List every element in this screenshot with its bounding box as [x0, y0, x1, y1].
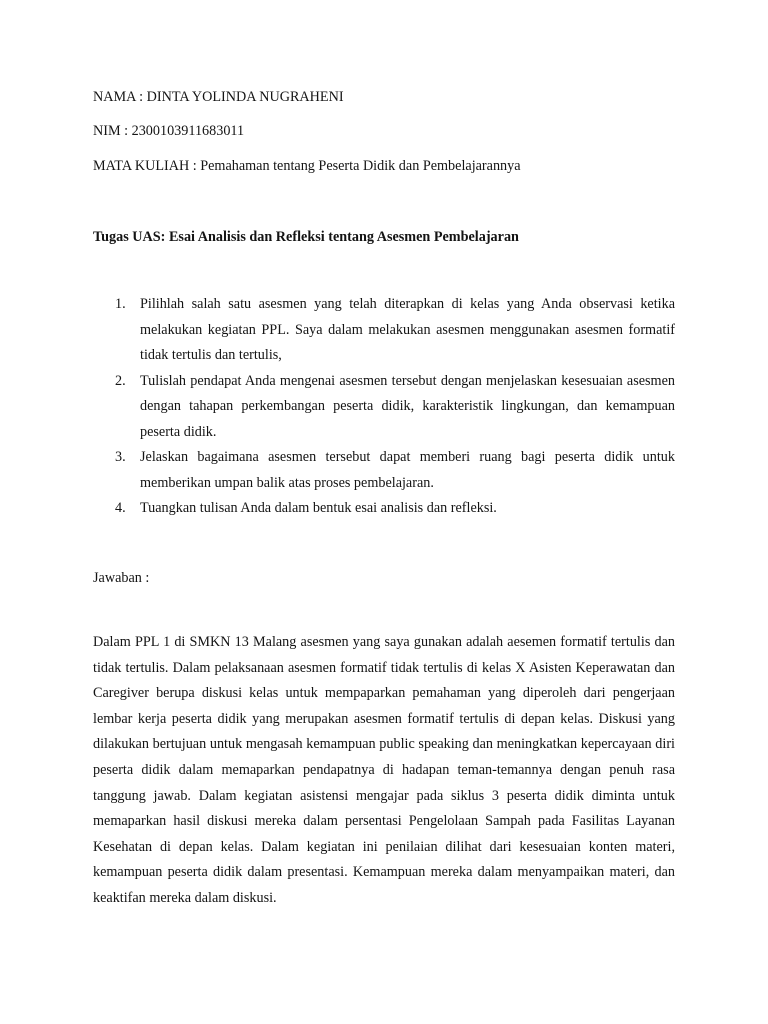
student-nim: NIM : 2300103911683011: [93, 123, 245, 139]
question-item: [93, 292, 675, 369]
assignment-title: Tugas UAS: Esai Analisis dan Refleksi tentang Asesmen Pembelajaran: [93, 229, 519, 245]
answer-label: Jawaban :: [93, 570, 150, 586]
question-number: 3.: [115, 449, 126, 465]
question-list: [93, 292, 675, 522]
question-text: Jelaskan bagaimana asesmen tersebut dapat memberi ruang bagi peserta didik untuk memberikan umpan balik atas proses pembelajaran.: [140, 449, 675, 491]
question-text: Pilihlah salah satu asesmen yang telah diterapkan di kelas yang Anda observasi ketika melakukan kegiatan PPL. Saya dalam melakukan asesmen menggunakan asesmen formatif tidak tertulis dan tertulis,: [140, 296, 675, 363]
student-name: NAMA : DINTA YOLINDA NUGRAHENI: [93, 89, 344, 105]
question-item: [93, 369, 675, 446]
question-number: 1.: [115, 296, 126, 312]
question-number: 2.: [115, 372, 126, 389]
question-text: Tulislah pendapat Anda mengenai asesmen tersebut dengan menjelaskan kesesuaian asesmen dengan tahapan perkembangan peserta didik, karakteristik lingkungan, dan kemampuan peserta didik.: [140, 372, 675, 440]
question-number: 4.: [115, 500, 126, 516]
question-text: Tuangkan tulisan Anda dalam bentuk esai analisis dan refleksi.: [140, 500, 497, 516]
answer-paragraph: Dalam PPL 1 di SMKN 13 Malang asesmen yang saya gunakan adalah aesemen formatif tertulis dan tidak tertulis. Dalam pelaksanaan asesmen formatif tidak tertulis di kelas X Asisten Keperawatan dan Caregiver berupa diskusi kelas untuk mempaparkan pemahaman yang diperoleh dari pengerjaan lembar kerja peserta didik yang merupakan asesmen formatif tertulis di depan kelas. Diskusi yang dilakukan bertujuan untuk mengasah kemampuan public speaking dan meningkatkan kepercayaan diri peserta didik dalam memaparkan pendapatnya di hadapan teman-temannya dengan penuh rasa tanggung jawab. Dalam kegiatan asistensi mengajar pada siklus 3 peserta didik diminta untuk memaparkan hasil diskusi mereka dalam persentasi Pengelolaan Sampah pada Fasilitas Layanan Kesehatan di depan kelas. Dalam kegiatan ini penilaian dilihat dari kesesuaian konten materi, kemampuan peserta didik dalam presentasi. Kemampuan mereka dalam menyampaikan materi, dan keaktifan mereka dalam diskusi.: [93, 634, 675, 906]
question-item: [93, 445, 675, 496]
course-name: MATA KULIAH : Pemahaman tentang Peserta Didik dan Pembelajarannya: [93, 158, 521, 174]
question-item: [93, 496, 675, 522]
